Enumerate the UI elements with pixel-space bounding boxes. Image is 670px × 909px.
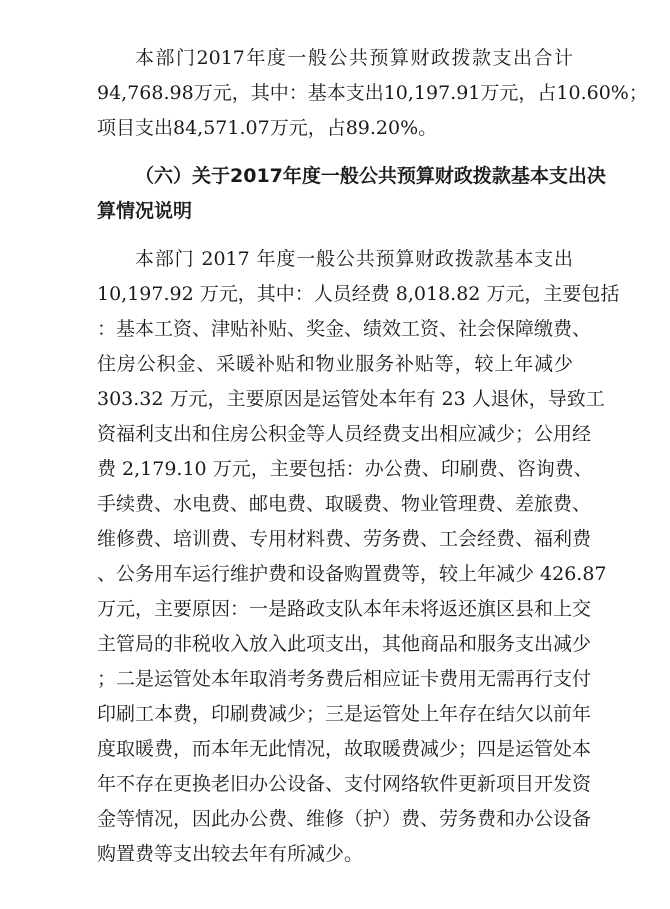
paragraph2-line-6: 资福利支出和住房公积金等人员经费支出相应减少；公用经: [97, 423, 592, 445]
paragraph2-line-3: ：基本工资、津贴补贴、奖金、绩效工资、社会保障缴费、: [97, 318, 592, 340]
paragraph2-line-12: 主管局的非税收入放入此项支出，其他商品和服务支出减少: [97, 633, 592, 655]
paragraph2-line-5: 303.32 万元，主要原因是运管处本年有 23 人退休，导致工: [97, 388, 605, 410]
paragraph2-line-11: 万元，主要原因：一是路政支队本年未将返还旗区县和上交: [97, 598, 592, 620]
paragraph2-line-8: 手续费、水电费、邮电费、取暖费、物业管理费、差旅费、: [97, 493, 592, 515]
section-heading-line-2: 算情况说明: [97, 200, 193, 222]
paragraph2-line-17: 金等情况，因此办公费、维修（护）费、劳务费和办公设备: [97, 808, 592, 830]
paragraph2-line-1: 本部门 2017 年度一般公共预算财政拨款基本支出: [135, 248, 573, 270]
paragraph2-line-4: 住房公积金、采暖补贴和物业服务补贴等，较上年减少: [97, 353, 573, 375]
paragraph2-line-13: ；二是运管处本年取消考务费后相应证卡费用无需再行支付: [97, 668, 592, 690]
paragraph2-line-7: 费 2,179.10 万元，主要包括：办公费、印刷费、咨询费、: [97, 458, 593, 480]
paragraph1-line-2: 94,768.98万元，其中：基本支出10,197.91万元，占10.60%；: [97, 82, 648, 104]
paragraph2-line-16: 年不存在更换老旧办公设备、支付网络软件更新项目开发资: [97, 773, 592, 795]
paragraph1-line-3: 项目支出84,571.07万元，占89.20%。: [97, 117, 438, 139]
paragraph2-line-10: 、公务用车运行维护费和设备购置费等，较上年减少 426.87: [97, 563, 607, 585]
section-heading-line-1: （六）关于2017年度一般公共预算财政拨款基本支出决: [135, 165, 606, 187]
paragraph2-line-15: 度取暖费，而本年无此情况，故取暖费减少；四是运管处本: [97, 738, 592, 760]
paragraph2-line-2: 10,197.92 万元，其中：人员经费 8,018.82 万元，主要包括: [97, 283, 620, 305]
paragraph1-line-1: 本部门2017年度一般公共预算财政拨款支出合计: [135, 47, 573, 69]
paragraph2-line-9: 维修费、培训费、专用材料费、劳务费、工会经费、福利费: [97, 528, 592, 550]
paragraph2-line-18: 购置费等支出较去年有所减少。: [97, 843, 364, 865]
paragraph2-line-14: 印刷工本费，印刷费减少；三是运管处上年存在结欠以前年: [97, 703, 592, 725]
